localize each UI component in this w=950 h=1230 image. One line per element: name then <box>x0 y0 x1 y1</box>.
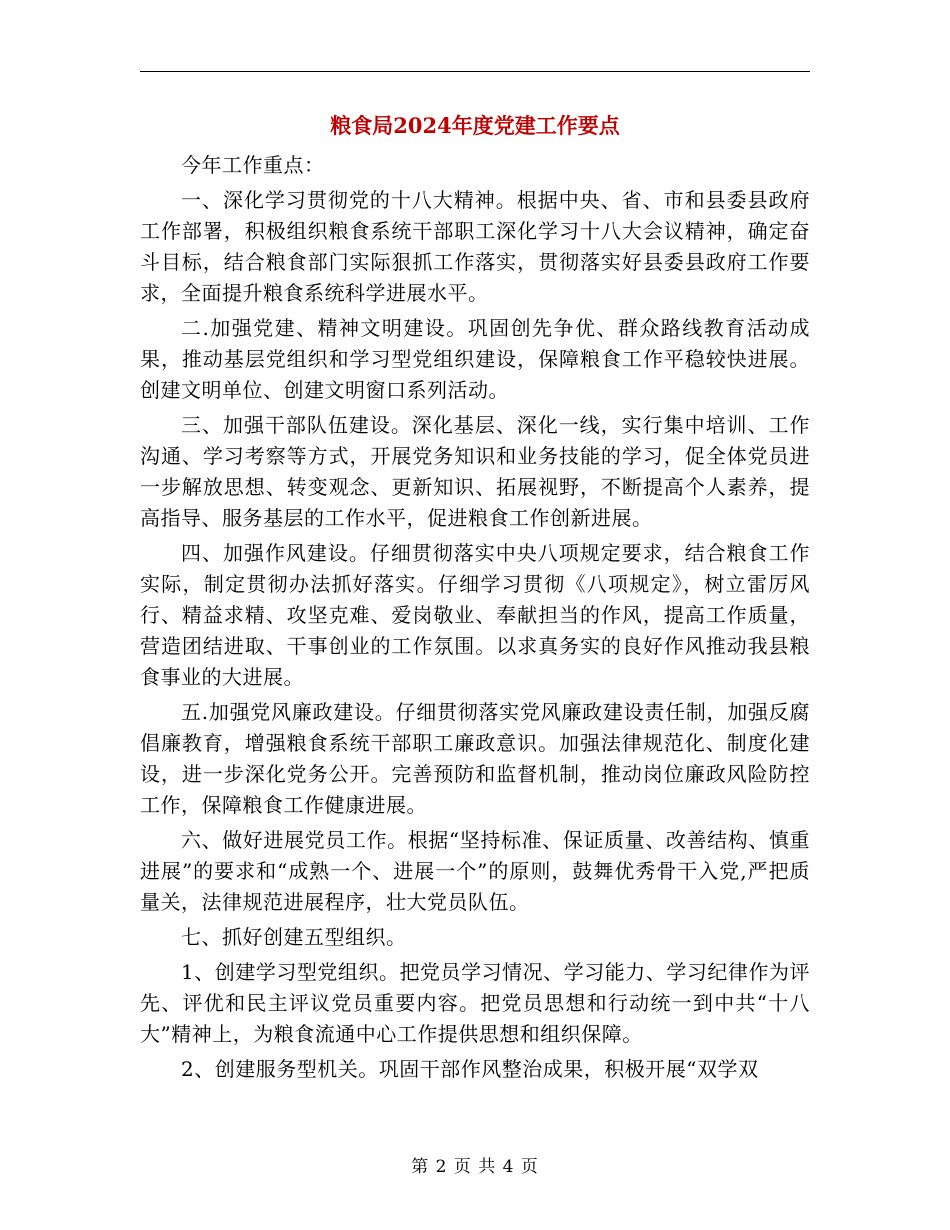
paragraph-intro: 今年工作重点： <box>181 153 325 177</box>
paragraph-item-2: 二.加强党建、精神文明建设。巩固创先争优、群众路线教育活动成果，推动基层党组织和学习型党组织建设，保障粮食工作平稳较快进展。创建文明单位、创建文明窗口系列活动。 <box>140 316 810 402</box>
paragraph-item-7: 七、抓好创建五型组织。 <box>181 925 407 949</box>
document-body <box>140 150 810 1089</box>
paragraph-item-4: 四、加强作风建设。仔细贯彻落实中央八项规定要求，结合粮食工作实际，制定贯彻办法抓好落实。仔细学习贯彻《八项规定》，树立雷厉风行、精益求精、攻坚克难、爱岗敬业、奉献担当的作风，提高工作质量，营造团结进取、干事创业的工作氛围。以求真务实的良好作风推动我县粮食事业的大进展。 <box>140 541 810 689</box>
paragraph-subitem-1: 1、创建学习型党组织。把党员学习情况、学习能力、学习纪律作为评先、评优和民主评议党员重要内容。把党员思想和行动统一到中共“十八大”精神上，为粮食流通中心工作提供思想和组织保障。 <box>140 960 810 1046</box>
paragraph-item-1: 一、深化学习贯彻党的十八大精神。根据中央、省、市和县委县政府工作部署，积极组织粮食系统干部职工深化学习十八大会议精神，确定奋斗目标，结合粮食部门实际狠抓工作落实，贯彻落实好县委县政府工作要求，全面提升粮食系统科学进展水平。 <box>140 188 810 305</box>
page-number: 第 2 页 共 4 页 <box>411 1157 539 1177</box>
document-title: 粮食局2024年度党建工作要点 <box>330 113 620 138</box>
paragraph-subitem-2: 2、创建服务型机关。巩固干部作风整治成果，积极开展“双学双 <box>181 1057 759 1081</box>
paragraph-item-3: 三、加强干部队伍建设。深化基层、深化一线，实行集中培训、工作沟通、学习考察等方式，开展党务知识和业务技能的学习，促全体党员进一步解放思想、转变观念、更新知识、拓展视野，不断提高个人素养，提高指导、服务基层的工作水平，促进粮食工作创新进展。 <box>140 413 810 530</box>
header-rule <box>140 71 810 72</box>
paragraph-item-5: 五.加强党风廉政建设。仔细贯彻落实党风廉政建设责任制，加强反腐倡廉教育，增强粮食系统干部职工廉政意识。加强法律规范化、制度化建设，进一步深化党务公开。完善预防和监督机制，推动岗位廉政风险防控工作，保障粮食工作健康进展。 <box>140 700 810 817</box>
paragraph-item-6: 六、做好进展党员工作。根据“坚持标准、保证质量、改善结构、慎重进展”的要求和“成熟一个、进展一个”的原则，鼓舞优秀骨干入党,严把质量关，法律规范进展程序，壮大党员队伍。 <box>140 828 810 914</box>
